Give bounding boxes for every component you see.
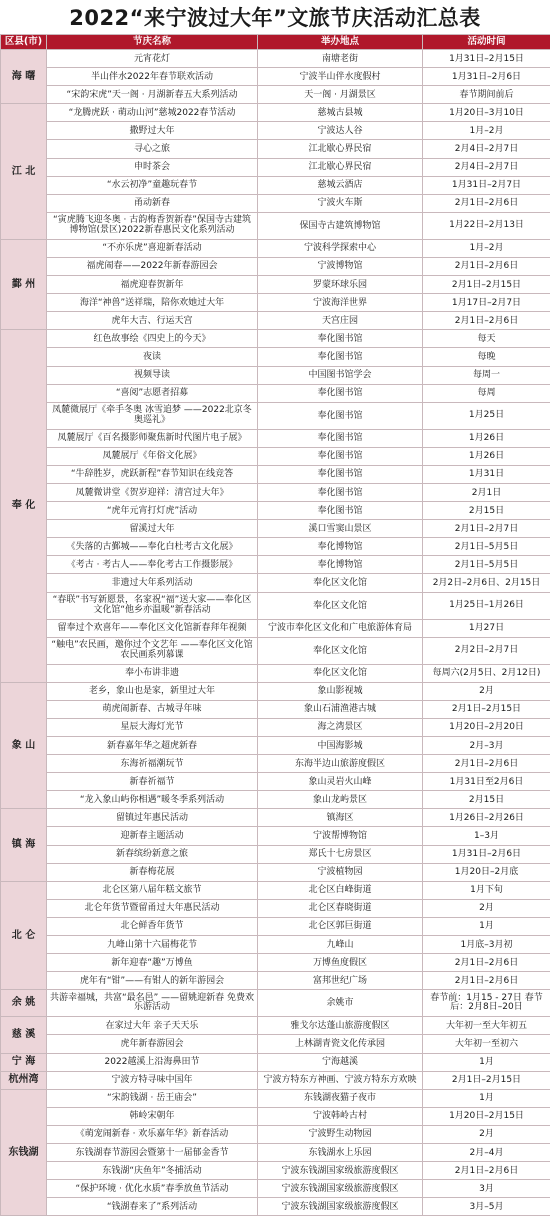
time-cell: 1月25日: [423, 402, 550, 429]
time-cell: 2月1日–5月5日: [423, 538, 550, 556]
time-cell: 1月31日–2月6日: [423, 68, 550, 86]
activity-name-cell: 星辰大海灯光节: [47, 718, 258, 736]
table-row: [1, 863, 550, 881]
activity-name-cell: 留奉过个欢喜年——奉化区文化馆新春拜年视频: [47, 619, 258, 637]
activity-name-cell: 新春缤纷新意之旅: [47, 845, 258, 863]
time-cell: 1月31日–2月15日: [423, 50, 550, 68]
table-row: [1, 556, 550, 574]
table-row: [1, 104, 550, 122]
time-cell: 2月1日–2月6日: [423, 194, 550, 212]
region-cell: 北 仑: [1, 881, 47, 990]
table-row: [1, 899, 550, 917]
time-cell: 1月20日–2月20日: [423, 718, 550, 736]
time-cell: 2月–3月: [423, 737, 550, 755]
venue-cell: 慈城云酒店: [258, 176, 423, 194]
activity-name-cell: 东海祈福潮玩节: [47, 755, 258, 773]
activity-name-cell: 东钱湖春节游园会暨第十一届郁金香节: [47, 1143, 258, 1161]
venue-cell: 象山石浦渔港古城: [258, 700, 423, 718]
activity-name-cell: 《失落的古鄞城——奉化白杜考古文化展》: [47, 538, 258, 556]
header-name: 节庆名称: [47, 35, 258, 50]
table-row: [1, 212, 550, 239]
activity-name-cell: 九峰山第十六届梅花节: [47, 936, 258, 954]
table-row: [1, 1053, 550, 1071]
table-row: [1, 502, 550, 520]
time-cell: 1月20日–3月10日: [423, 104, 550, 122]
region-cell: 杭州湾: [1, 1071, 47, 1089]
header-time: 活动时间: [423, 35, 550, 50]
time-cell: 1月–2月: [423, 239, 550, 257]
activity-name-cell: “钱湖春来了”系列活动: [47, 1198, 258, 1216]
table-row: [1, 637, 550, 664]
table-row: [1, 1198, 550, 1216]
activity-name-cell: 萌虎闹新春、古城寻年味: [47, 700, 258, 718]
activity-name-cell: “水云初净”童趣玩春节: [47, 176, 258, 194]
venue-cell: 保国寺古建筑博物馆: [258, 212, 423, 239]
activity-name-cell: “宋韵宋虎”天一阁 · 月湖新春五大系列活动: [47, 86, 258, 104]
header-venue: 举办地点: [258, 35, 423, 50]
time-cell: 1月下旬: [423, 881, 550, 899]
venue-cell: 宁波东钱湖国家级旅游度假区: [258, 1198, 423, 1216]
venue-cell: 宁波东钱湖国家级旅游度假区: [258, 1162, 423, 1180]
festival-table: [0, 34, 550, 1216]
activity-name-cell: 福虎迎春贺新年: [47, 276, 258, 294]
venue-cell: 慈城古县城: [258, 104, 423, 122]
venue-cell: 象山影视城: [258, 682, 423, 700]
activity-name-cell: 海洋“神兽”送祥瑞，陪你欢她过大年: [47, 294, 258, 312]
activity-name-cell: “不亦乐虎”喜迎新春活动: [47, 239, 258, 257]
table-row: [1, 429, 550, 447]
time-cell: 大年初一至大年初五: [423, 1017, 550, 1035]
table-row: [1, 1089, 550, 1107]
time-cell: 2月1日: [423, 483, 550, 501]
venue-cell: 奉化图书馆: [258, 402, 423, 429]
venue-cell: 宁波博物馆: [258, 257, 423, 275]
venue-cell: 奉化图书馆: [258, 502, 423, 520]
time-cell: 2月1日–2月15日: [423, 276, 550, 294]
activity-name-cell: 留镇过年惠民活动: [47, 809, 258, 827]
venue-cell: 东海半边山旅游度假区: [258, 755, 423, 773]
venue-cell: 奉化区文化馆: [258, 664, 423, 682]
venue-cell: 宁波野生动物园: [258, 1125, 423, 1143]
header-region: 区县(市): [1, 35, 47, 50]
region-cell: 海 曙: [1, 50, 47, 104]
venue-cell: 奉化图书馆: [258, 348, 423, 366]
time-cell: 大年初一至初六: [423, 1035, 550, 1053]
venue-cell: 宁波达人谷: [258, 122, 423, 140]
time-cell: 2月1日–2月15日: [423, 700, 550, 718]
table-row: [1, 176, 550, 194]
activity-name-cell: 虎年大吉、行运天宫: [47, 312, 258, 330]
activity-name-cell: 申时茶会: [47, 158, 258, 176]
table-row: [1, 483, 550, 501]
activity-name-cell: 虎年新春游园会: [47, 1035, 258, 1053]
region-cell: 镇 海: [1, 809, 47, 881]
table-row: [1, 619, 550, 637]
venue-cell: 海之湾景区: [258, 718, 423, 736]
table-row: [1, 791, 550, 809]
venue-cell: 江北歇心界民宿: [258, 140, 423, 158]
time-cell: 每周: [423, 384, 550, 402]
venue-cell: 宁波韩岭古村: [258, 1107, 423, 1125]
venue-cell: 奉化博物馆: [258, 538, 423, 556]
time-cell: 2月4日–2月7日: [423, 140, 550, 158]
venue-cell: 上林湖青瓷文化传承园: [258, 1035, 423, 1053]
time-cell: 2月2日–2月6日、2月15日: [423, 574, 550, 592]
time-cell: 2月: [423, 682, 550, 700]
venue-cell: 奉化博物馆: [258, 556, 423, 574]
activity-name-cell: 元宵花灯: [47, 50, 258, 68]
activity-name-cell: 凤麓微讲堂《贺岁迎祥：清宫过大年》: [47, 483, 258, 501]
activity-name-cell: “虎年元宵打灯虎”活动: [47, 502, 258, 520]
activity-name-cell: 凤麓展厅《年俗文化展》: [47, 447, 258, 465]
region-cell: 象 山: [1, 682, 47, 809]
venue-cell: 奉化图书馆: [258, 384, 423, 402]
venue-cell: 象山灵岩火山峰: [258, 773, 423, 791]
activity-name-cell: “寅虎腾飞迎冬奥 · 古韵梅香贺新春”保国寺古建筑博物馆(景区)2022新春惠民文化系列活动: [47, 212, 258, 239]
venue-cell: 富邦世纪广场: [258, 972, 423, 990]
table-row: [1, 538, 550, 556]
table-row: [1, 402, 550, 429]
table-row: [1, 954, 550, 972]
table-row: [1, 574, 550, 592]
venue-cell: 北仑区白峰街道: [258, 881, 423, 899]
venue-cell: 奉化图书馆: [258, 330, 423, 348]
time-cell: 1月: [423, 917, 550, 935]
table-row: [1, 257, 550, 275]
time-cell: 1月22日–2月13日: [423, 212, 550, 239]
table-row: [1, 312, 550, 330]
activity-name-cell: 凤麓微展厅《牵手冬奥 冰雪追梦 ——2022北京冬奥巡礼》: [47, 402, 258, 429]
time-cell: 2月15日: [423, 791, 550, 809]
venue-cell: 东钱湖夜猫子夜市: [258, 1089, 423, 1107]
time-cell: 2月1日–2月6日: [423, 755, 550, 773]
time-cell: 2月1日–2月6日: [423, 257, 550, 275]
table-body: [1, 50, 550, 1216]
table-row: [1, 936, 550, 954]
table-row: [1, 140, 550, 158]
activity-name-cell: “触电”农民画，邀你过个文艺年 ——奉化区文化馆农民画系列慕课: [47, 637, 258, 664]
time-cell: 2月1日–2月6日: [423, 1162, 550, 1180]
region-cell: 余 姚: [1, 990, 47, 1017]
venue-cell: 天宫庄园: [258, 312, 423, 330]
venue-cell: 北仑区郭巨街道: [258, 917, 423, 935]
table-row: [1, 294, 550, 312]
activity-name-cell: “龙入象山屿你相遇”暖冬季系列活动: [47, 791, 258, 809]
table-row: [1, 1035, 550, 1053]
activity-name-cell: 寻心之旅: [47, 140, 258, 158]
time-cell: 1月底–3月初: [423, 936, 550, 954]
venue-cell: 宁波半山伴水度假村: [258, 68, 423, 86]
time-cell: 2月15日: [423, 502, 550, 520]
activity-name-cell: 留溪过大年: [47, 520, 258, 538]
activity-name-cell: 虎年有“钳”——有钳人的新年游园会: [47, 972, 258, 990]
venue-cell: 宁波帮博物馆: [258, 827, 423, 845]
activity-name-cell: 老乡，象山也是家，新里过大年: [47, 682, 258, 700]
table-row: [1, 1107, 550, 1125]
table-row: [1, 158, 550, 176]
time-cell: 2月1日–2月7日: [423, 520, 550, 538]
table-header-row: [1, 35, 550, 50]
table-row: [1, 1017, 550, 1035]
time-cell: 2月1日–5月5日: [423, 556, 550, 574]
region-cell: 宁 海: [1, 1053, 47, 1071]
table-row: [1, 737, 550, 755]
time-cell: 2月2日–2月7日: [423, 637, 550, 664]
venue-cell: 万博鱼度假区: [258, 954, 423, 972]
table-row: [1, 447, 550, 465]
activity-name-cell: 新春祈福节: [47, 773, 258, 791]
table-row: [1, 1180, 550, 1198]
table-row: [1, 845, 550, 863]
venue-cell: 北仑区春晓街道: [258, 899, 423, 917]
time-cell: 春节前：1月15 - 27日 春节后：2月8日–20日: [423, 990, 550, 1017]
time-cell: 2月1日–2月15日: [423, 1071, 550, 1089]
time-cell: 每晚: [423, 348, 550, 366]
time-cell: 2月: [423, 899, 550, 917]
table-row: [1, 990, 550, 1017]
activity-name-cell: 新春梅花展: [47, 863, 258, 881]
table-row: [1, 1143, 550, 1161]
activity-name-cell: 甬动新春: [47, 194, 258, 212]
time-cell: 1月25日–1月26日: [423, 592, 550, 619]
table-row: [1, 50, 550, 68]
venue-cell: 中国图书馆学会: [258, 366, 423, 384]
activity-name-cell: 在家过大年 亲子天天乐: [47, 1017, 258, 1035]
venue-cell: 九峰山: [258, 936, 423, 954]
activity-name-cell: 福虎闹春——2022年新春游园会: [47, 257, 258, 275]
time-cell: 3月–5月: [423, 1198, 550, 1216]
activity-name-cell: 凤麓展厅《百名摄影师聚焦新时代图片电子展》: [47, 429, 258, 447]
venue-cell: 溪口雪窦山景区: [258, 520, 423, 538]
table-row: [1, 827, 550, 845]
venue-cell: 宁波植物园: [258, 863, 423, 881]
table-row: [1, 1071, 550, 1089]
venue-cell: 宁波东钱湖国家级旅游度假区: [258, 1180, 423, 1198]
table-row: [1, 755, 550, 773]
venue-cell: 奉化区文化馆: [258, 574, 423, 592]
activity-name-cell: 新春嘉年华之超虎新春: [47, 737, 258, 755]
time-cell: 3月: [423, 1180, 550, 1198]
activity-name-cell: “宋韵钱湖 · 岳王庙会”: [47, 1089, 258, 1107]
table-row: [1, 682, 550, 700]
time-cell: 每周六(2月5日、2月12日): [423, 664, 550, 682]
page-title: 2022“来宁波过大年”文旅节庆活动汇总表: [69, 6, 481, 30]
venue-cell: 奉化图书馆: [258, 429, 423, 447]
table-row: [1, 194, 550, 212]
venue-cell: 天一阁 · 月湖景区: [258, 86, 423, 104]
time-cell: 1月17日–2月7日: [423, 294, 550, 312]
activity-name-cell: 半山伴水2022年春节联欢活动: [47, 68, 258, 86]
time-cell: 2月4日–2月7日: [423, 158, 550, 176]
time-cell: 2月1日–2月6日: [423, 312, 550, 330]
table-row: [1, 239, 550, 257]
venue-cell: 罗蒙环球乐园: [258, 276, 423, 294]
time-cell: 2月–4月: [423, 1143, 550, 1161]
time-cell: 1–3月: [423, 827, 550, 845]
region-cell: 鄞 州: [1, 239, 47, 329]
table-row: [1, 276, 550, 294]
time-cell: 1月31日至2月6日: [423, 773, 550, 791]
activity-name-cell: 红色故事绘《四史上的今天》: [47, 330, 258, 348]
venue-cell: 宁波火车斯: [258, 194, 423, 212]
activity-name-cell: 迎新春主题活动: [47, 827, 258, 845]
region-cell: 江 北: [1, 104, 47, 240]
venue-cell: 奉化图书馆: [258, 483, 423, 501]
venue-cell: 奉化图书馆: [258, 465, 423, 483]
table-row: [1, 465, 550, 483]
time-cell: 1月20日–2月15日: [423, 1107, 550, 1125]
venue-cell: 宁海越溪: [258, 1053, 423, 1071]
activity-name-cell: 夜读: [47, 348, 258, 366]
venue-cell: 雅戈尔达蓬山旅游度假区: [258, 1017, 423, 1035]
venue-cell: 宁波方特东方神画、宁波方特东方欢映: [258, 1071, 423, 1089]
region-cell: 慈 溪: [1, 1017, 47, 1053]
activity-name-cell: 韩岭宋朝年: [47, 1107, 258, 1125]
activity-name-cell: 撒野过大年: [47, 122, 258, 140]
activity-name-cell: “牛辞胜岁，虎跃新程”春节知识在线竞答: [47, 465, 258, 483]
venue-cell: 奉化图书馆: [258, 447, 423, 465]
time-cell: 2月1日–2月6日: [423, 972, 550, 990]
time-cell: 1月26日: [423, 447, 550, 465]
venue-cell: 宁波市奉化区文化和广电旅游体育局: [258, 619, 423, 637]
time-cell: 2月: [423, 1125, 550, 1143]
activity-name-cell: 非遗过大年系列活动: [47, 574, 258, 592]
activity-name-cell: 奉小布讲非遗: [47, 664, 258, 682]
table-row: [1, 122, 550, 140]
table-row: [1, 592, 550, 619]
activity-name-cell: 东钱湖“庆鱼年”冬捕活动: [47, 1162, 258, 1180]
activity-name-cell: “春联”书写新愿景，名家祝“福”送大家——奉化区文化馆“他乡亦温暖”新春活动: [47, 592, 258, 619]
table-row: [1, 917, 550, 935]
venue-cell: 东钱湖水上乐园: [258, 1143, 423, 1161]
time-cell: 1月27日: [423, 619, 550, 637]
venue-cell: 江北歇心界民宿: [258, 158, 423, 176]
activity-name-cell: 北仑区第八届年糕文旅节: [47, 881, 258, 899]
time-cell: 1月26日: [423, 429, 550, 447]
venue-cell: 南塘老街: [258, 50, 423, 68]
table-row: [1, 330, 550, 348]
time-cell: 1月31日–2月6日: [423, 845, 550, 863]
time-cell: 春节期间前后: [423, 86, 550, 104]
table-row: [1, 1125, 550, 1143]
table-row: [1, 972, 550, 990]
venue-cell: 象山龙屿景区: [258, 791, 423, 809]
table-row: [1, 68, 550, 86]
table-row: [1, 718, 550, 736]
activity-name-cell: 共游幸福城，共富“最名邑” ——留姚迎新春 免费欢乐游活动: [47, 990, 258, 1017]
table-row: [1, 809, 550, 827]
venue-cell: 奉化区文化馆: [258, 637, 423, 664]
time-cell: 每天: [423, 330, 550, 348]
activity-name-cell: 《萌宠闹新春 · 欢乐嘉年华》新春活动: [47, 1125, 258, 1143]
activity-name-cell: 视频导读: [47, 366, 258, 384]
table-row: [1, 86, 550, 104]
activity-name-cell: 宁波方特寻味中国年: [47, 1071, 258, 1089]
table-row: [1, 366, 550, 384]
time-cell: 1月: [423, 1053, 550, 1071]
venue-cell: 宁波科学探索中心: [258, 239, 423, 257]
venue-cell: 镇海区: [258, 809, 423, 827]
activity-name-cell: 2022越溪上沿海鼻田节: [47, 1053, 258, 1071]
venue-cell: 奉化区文化馆: [258, 592, 423, 619]
time-cell: 2月1日–2月6日: [423, 954, 550, 972]
time-cell: 1月–2月: [423, 122, 550, 140]
table-row: [1, 881, 550, 899]
activity-name-cell: “喜阅”志愿者招募: [47, 384, 258, 402]
table-row: [1, 384, 550, 402]
activity-name-cell: 北仑鲜香年货节: [47, 917, 258, 935]
table-row: [1, 773, 550, 791]
time-cell: 1月26日–2月26日: [423, 809, 550, 827]
table-row: [1, 664, 550, 682]
activity-name-cell: “龙腾虎跃 · 萌动山河”慈城2022春节活动: [47, 104, 258, 122]
activity-name-cell: “保护环境 · 优化水质”春季放鱼节活动: [47, 1180, 258, 1198]
venue-cell: 余姚市: [258, 990, 423, 1017]
region-cell: 东钱湖: [1, 1089, 47, 1216]
venue-cell: 中国海影城: [258, 737, 423, 755]
venue-cell: 宁波海洋世界: [258, 294, 423, 312]
time-cell: 1月31日–2月7日: [423, 176, 550, 194]
activity-name-cell: 北仑年货节暨留甬过大年惠民活动: [47, 899, 258, 917]
region-cell: 奉 化: [1, 330, 47, 682]
activity-name-cell: 新年迎春“趣”万博鱼: [47, 954, 258, 972]
time-cell: 每周一: [423, 366, 550, 384]
time-cell: 1月20日–2月底: [423, 863, 550, 881]
venue-cell: 郑氏十七房景区: [258, 845, 423, 863]
table-row: [1, 1162, 550, 1180]
time-cell: 1月31日: [423, 465, 550, 483]
time-cell: 1月: [423, 1089, 550, 1107]
table-row: [1, 700, 550, 718]
activity-name-cell: 《考古 · 考古人——奉化考古工作摄影展》: [47, 556, 258, 574]
table-row: [1, 520, 550, 538]
table-row: [1, 348, 550, 366]
